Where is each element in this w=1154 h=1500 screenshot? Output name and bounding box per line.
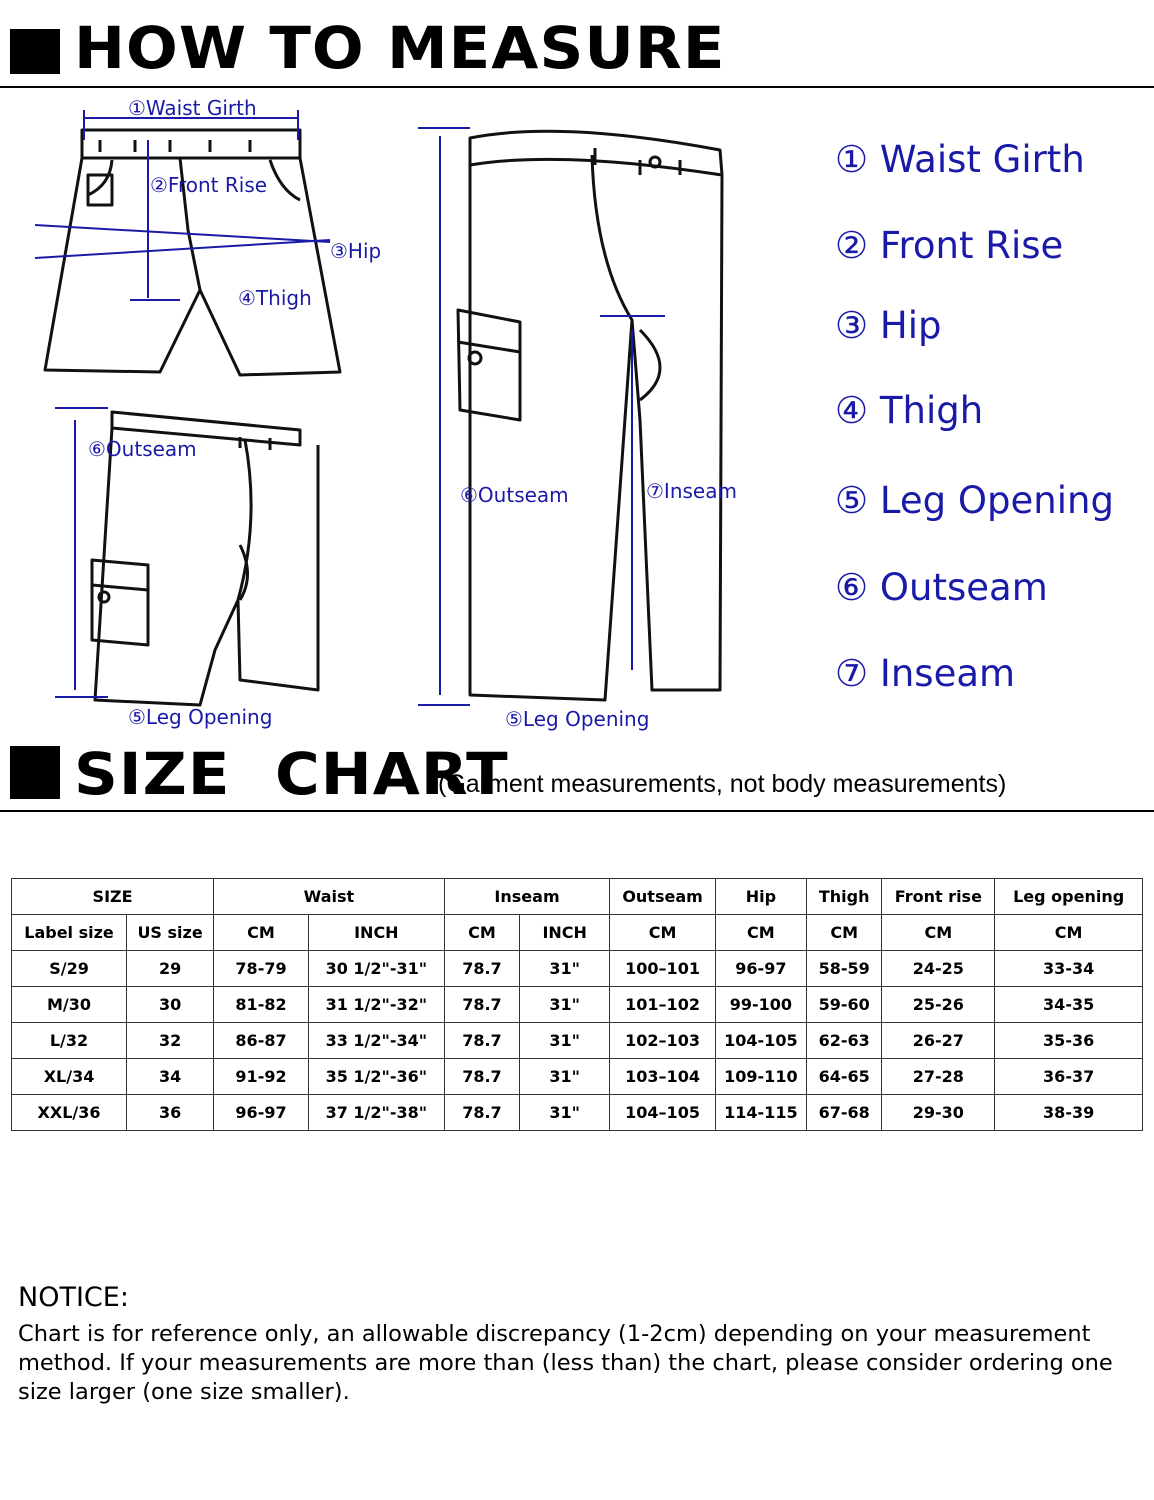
- legend-waist-girth: ① Waist Girth: [835, 138, 1085, 181]
- side-cargo-pants-illustration: [458, 131, 722, 700]
- subheader-cell: CM: [444, 915, 519, 951]
- table-cell: 36: [127, 1095, 214, 1131]
- outseam-label-b: ⑥Outseam: [460, 483, 569, 507]
- table-cell: 24-25: [882, 951, 995, 987]
- outseam-label-a: ⑥Outseam: [88, 437, 197, 461]
- table-cell: 78-79: [214, 951, 309, 987]
- subheader-cell: CM: [214, 915, 309, 951]
- table-cell: 64-65: [806, 1059, 882, 1095]
- subheader-cell: INCH: [308, 915, 444, 951]
- table-cell: 31": [520, 1095, 610, 1131]
- table-cell: 78.7: [444, 951, 519, 987]
- table-cell: 29: [127, 951, 214, 987]
- table-cell: 33 1/2"-34": [308, 1023, 444, 1059]
- hip-label: ③Hip: [330, 239, 382, 263]
- front-shorts-illustration: [45, 130, 340, 375]
- table-cell: 78.7: [444, 1095, 519, 1131]
- table-row: [12, 1059, 1143, 1095]
- size-chart-note: (Garment measurements, not body measurements): [438, 770, 1007, 798]
- table-cell: 91-92: [214, 1059, 309, 1095]
- table-cell: 58-59: [806, 951, 882, 987]
- legend-thigh: ④ Thigh: [835, 389, 984, 432]
- legend-outseam: ⑥ Outseam: [835, 566, 1048, 609]
- legend-leg-opening: ⑤ Leg Opening: [835, 479, 1114, 522]
- table-cell: 104–105: [610, 1095, 716, 1131]
- table-cell: 31": [520, 987, 610, 1023]
- table-cell: 99-100: [715, 987, 806, 1023]
- table-sub-header-row: [12, 915, 1143, 951]
- section-marker: [10, 746, 60, 799]
- subheader-cell: CM: [882, 915, 995, 951]
- table-cell: 30: [127, 987, 214, 1023]
- table-cell: 27-28: [882, 1059, 995, 1095]
- subheader-cell: CM: [715, 915, 806, 951]
- size-chart-table: [11, 878, 1143, 1131]
- table-cell: 35 1/2"-36": [308, 1059, 444, 1095]
- table-cell: 62-63: [806, 1023, 882, 1059]
- header-front-rise: Front rise: [882, 879, 995, 915]
- table-cell: 32: [127, 1023, 214, 1059]
- table-cell: 37 1/2"-38": [308, 1095, 444, 1131]
- subheader-cell: Label size: [12, 915, 127, 951]
- size-chart-title: SIZE CHART: [74, 740, 509, 808]
- header-leg-opening: Leg opening: [995, 879, 1143, 915]
- table-cell: 109-110: [715, 1059, 806, 1095]
- table-cell: 96-97: [715, 951, 806, 987]
- table-cell: 78.7: [444, 987, 519, 1023]
- table-cell: 31": [520, 951, 610, 987]
- table-cell: 34: [127, 1059, 214, 1095]
- notice-heading: NOTICE:: [18, 1282, 129, 1313]
- table-cell: L/32: [12, 1023, 127, 1059]
- table-cell: 67-68: [806, 1095, 882, 1131]
- table-cell: 78.7: [444, 1023, 519, 1059]
- table-row: [12, 951, 1143, 987]
- table-cell: 31 1/2"-32": [308, 987, 444, 1023]
- legend-hip: ③ Hip: [835, 304, 942, 347]
- table-cell: S/29: [12, 951, 127, 987]
- table-cell: 103–104: [610, 1059, 716, 1095]
- table-row: [12, 1095, 1143, 1131]
- leg-opening-label-a: ⑤Leg Opening: [128, 705, 273, 729]
- table-cell: 25-26: [882, 987, 995, 1023]
- table-cell: 100–101: [610, 951, 716, 987]
- header-waist: Waist: [214, 879, 445, 915]
- thigh-label: ④Thigh: [238, 286, 312, 310]
- subheader-cell: INCH: [520, 915, 610, 951]
- header-size: SIZE: [12, 879, 214, 915]
- divider: [0, 810, 1154, 812]
- table-cell: 30 1/2"-31": [308, 951, 444, 987]
- table-cell: 31": [520, 1059, 610, 1095]
- leg-opening-label-b: ⑤Leg Opening: [505, 707, 650, 731]
- table-cell: XL/34: [12, 1059, 127, 1095]
- table-cell: 26-27: [882, 1023, 995, 1059]
- header-inseam: Inseam: [444, 879, 610, 915]
- table-cell: 101–102: [610, 987, 716, 1023]
- inseam-label-b: ⑦Inseam: [646, 479, 737, 503]
- subheader-cell: CM: [610, 915, 716, 951]
- waist-girth-label: ①Waist Girth: [128, 96, 257, 120]
- front-rise-label: ②Front Rise: [150, 173, 268, 197]
- table-cell: 81-82: [214, 987, 309, 1023]
- subheader-cell: CM: [995, 915, 1143, 951]
- table-cell: 35-36: [995, 1023, 1143, 1059]
- table-cell: 78.7: [444, 1059, 519, 1095]
- table-cell: 36-37: [995, 1059, 1143, 1095]
- table-cell: 29-30: [882, 1095, 995, 1131]
- table-cell: 33-34: [995, 951, 1143, 987]
- measurement-diagrams: [0, 0, 1154, 740]
- table-cell: 114-115: [715, 1095, 806, 1131]
- table-row: [12, 987, 1143, 1023]
- table-cell: 96-97: [214, 1095, 309, 1131]
- legend-front-rise: ② Front Rise: [835, 224, 1064, 267]
- table-row: [12, 1023, 1143, 1059]
- table-cell: XXL/36: [12, 1095, 127, 1131]
- how-to-measure-title: HOW TO MEASURE: [74, 14, 726, 82]
- table-cell: M/30: [12, 987, 127, 1023]
- table-cell: 38-39: [995, 1095, 1143, 1131]
- subheader-cell: US size: [127, 915, 214, 951]
- table-cell: 34-35: [995, 987, 1143, 1023]
- table-cell: 31": [520, 1023, 610, 1059]
- header-hip: Hip: [715, 879, 806, 915]
- table-cell: 59-60: [806, 987, 882, 1023]
- table-cell: 104-105: [715, 1023, 806, 1059]
- legend-inseam: ⑦ Inseam: [835, 652, 1016, 695]
- header-thigh: Thigh: [806, 879, 882, 915]
- table-cell: 86-87: [214, 1023, 309, 1059]
- table-group-header-row: [12, 879, 1143, 915]
- subheader-cell: CM: [806, 915, 882, 951]
- table-cell: 102–103: [610, 1023, 716, 1059]
- header-outseam: Outseam: [610, 879, 716, 915]
- notice-text: Chart is for reference only, an allowable discrepancy (1-2cm) depending on your measurement method. If your measurements are more than (less than) the chart, please consider ordering one size larger (one size smaller).: [18, 1321, 1113, 1405]
